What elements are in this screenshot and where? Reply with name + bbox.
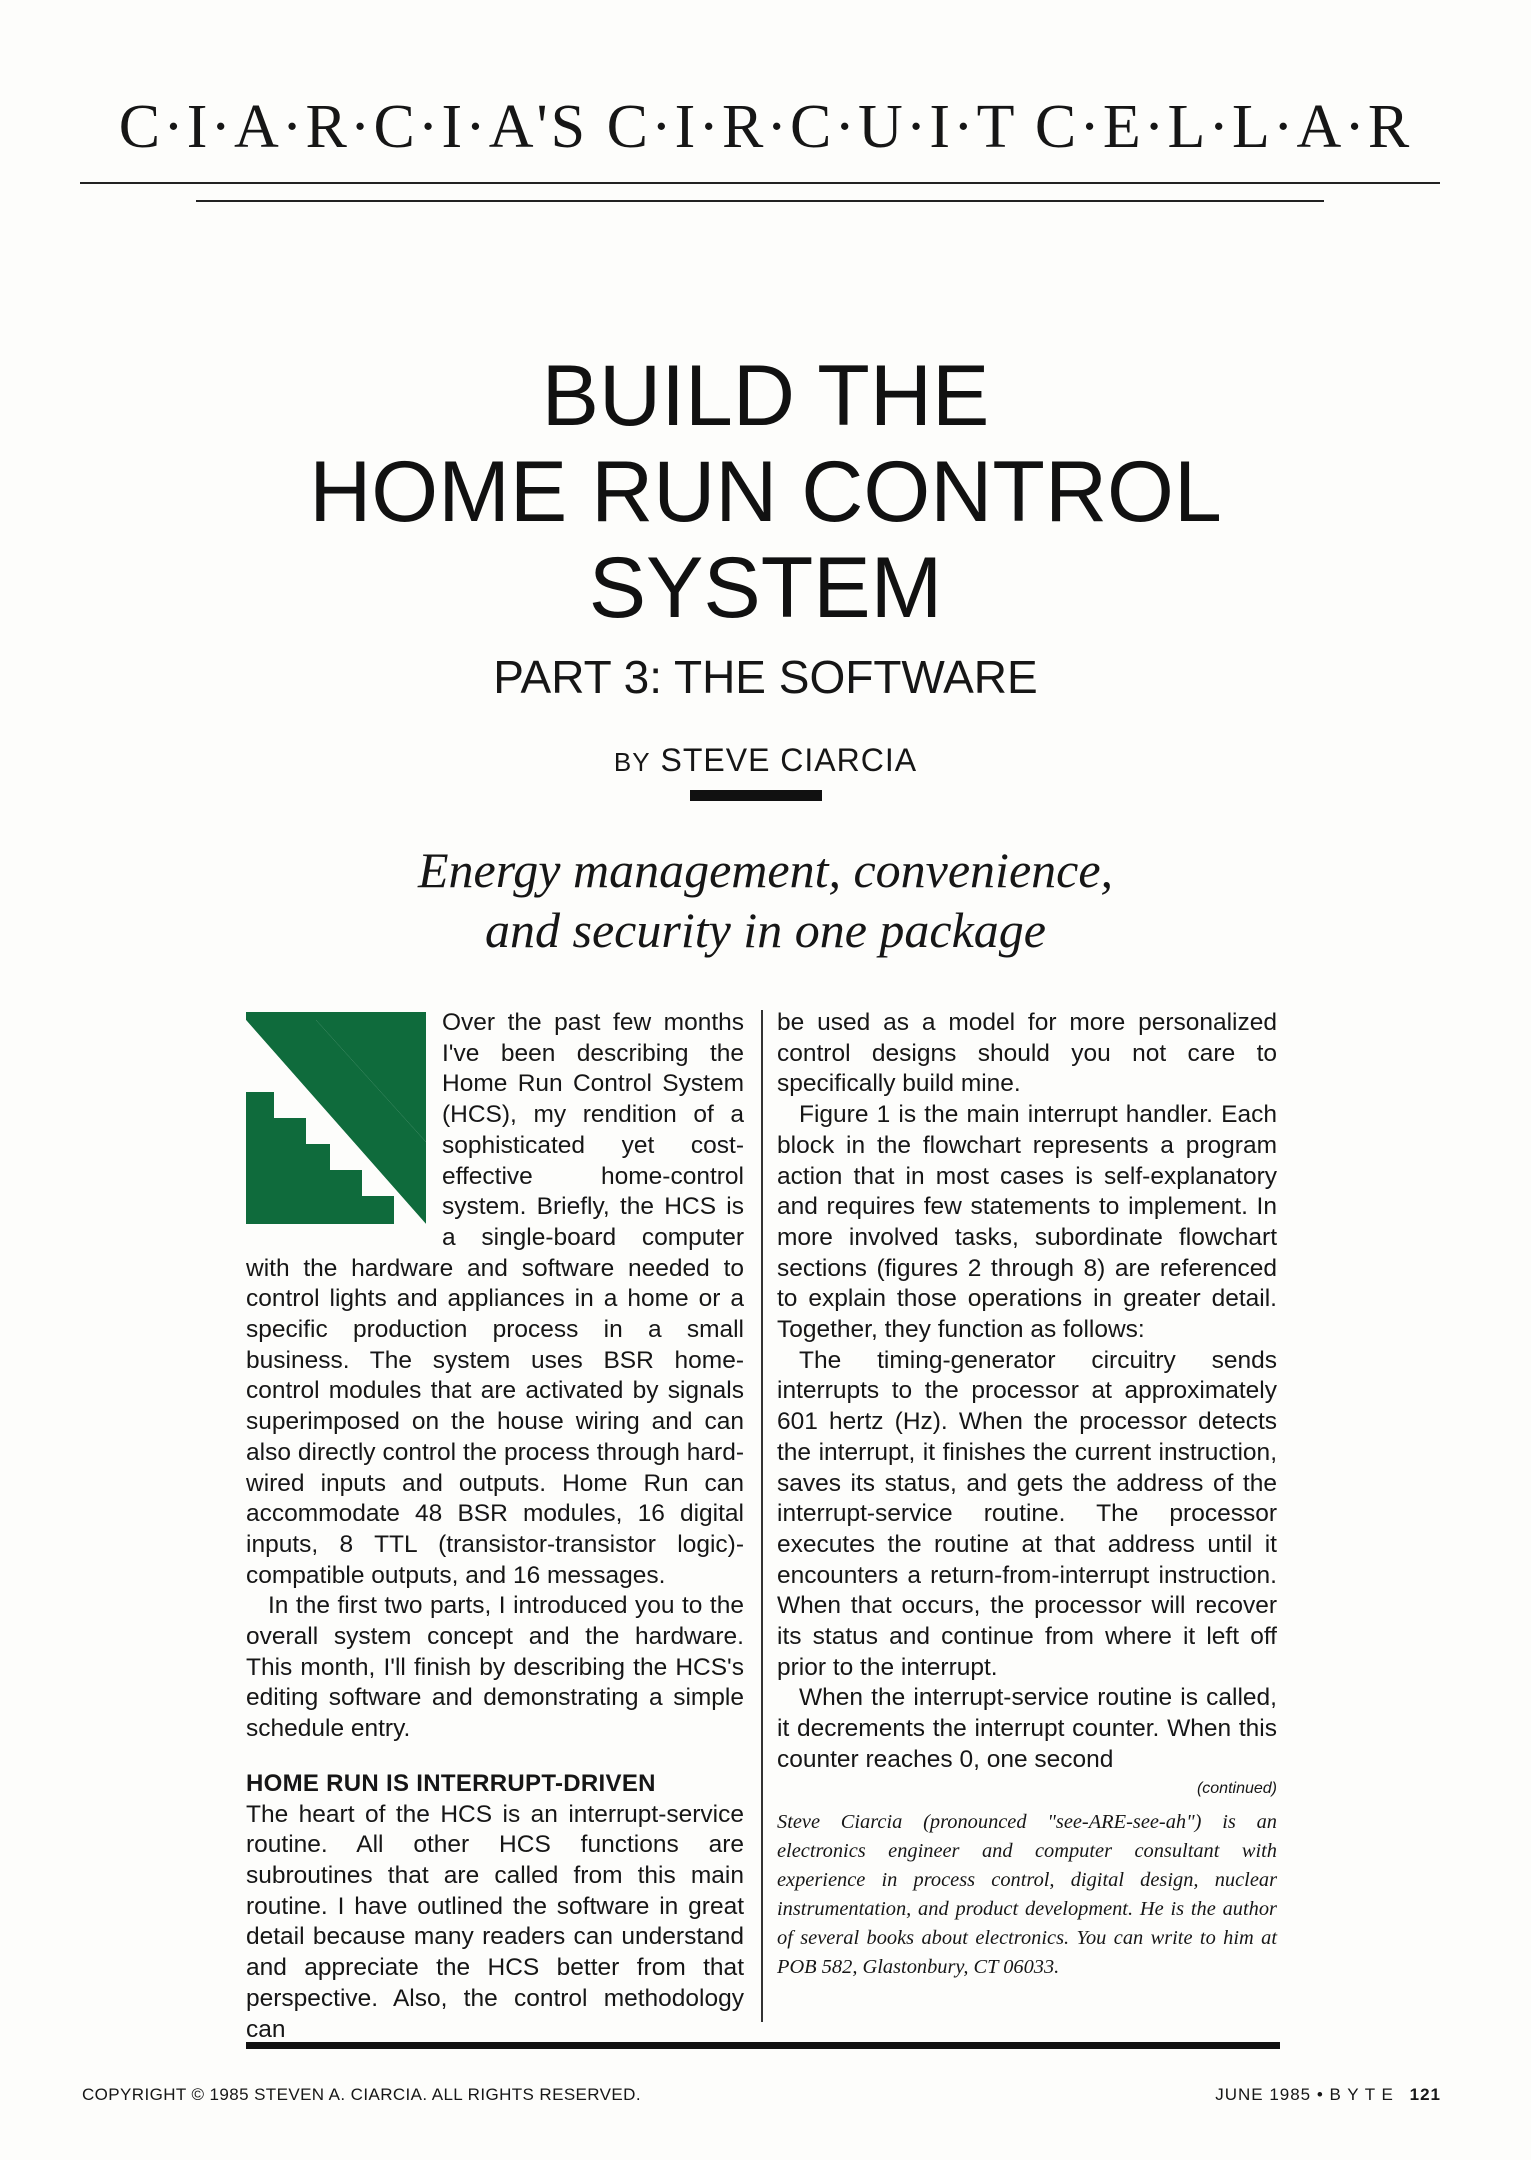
right-paragraph-2: Figure 1 is the main interrupt handler. Each block in the flowchart represents a program action that in most cases is self-explanatory and requires few statements to implement. In more involved tasks, subordinate flowchart sections (figures 2 through 8) are referenced to explain those operations in greater detail. Together, they function as follows: — [777, 1101, 1277, 1344]
bottom-rule — [246, 2042, 1280, 2049]
section-header-title: C·I·A·R·C·I·A'S C·I·R·C·U·I·T C·E·L·L·A·R — [118, 93, 1413, 161]
byline — [0, 742, 1531, 779]
page-footer — [1215, 2085, 1441, 2105]
right-paragraph-1: be used as a model for more personalized control designs should you not care to specifically build mine. — [777, 1009, 1277, 1098]
article-title-line-3: SYSTEM — [588, 540, 943, 636]
right-column — [777, 1008, 1277, 1982]
article-title-line-2: HOME RUN CONTROL — [309, 444, 1222, 540]
deck-line-2: and security in one package — [485, 902, 1046, 958]
column-divider — [761, 1010, 763, 2022]
left-paragraph-3: The heart of the HCS is an interrupt-service routine. All other HCS functions are subroutines that are called from this main routine. I have outlined the software in great detail because many readers can understand and appreciate the HCS better from that perspective. Also, the control methodology can — [246, 1800, 744, 2043]
issue-label: JUNE 1985 • B Y T E — [1215, 2085, 1394, 2104]
left-column — [246, 1008, 744, 2045]
header-rule — [80, 182, 1440, 184]
left-paragraph-2: In the first two parts, I introduced you to the overall system concept and the hardware. This month, I'll finish by describing the HCS's editing software and demonstrating a simple schedule entry. — [246, 1592, 744, 1743]
byline-by: BY — [613, 747, 651, 777]
right-paragraph-4: When the interrupt-service routine is called, it decrements the interrupt counter. When this counter reaches 0, one second — [777, 1684, 1277, 1773]
circuit-cellar-logo-icon — [246, 1012, 426, 1224]
author-bio: Steve Ciarcia (pronounced "see-ARE-see-ah") is an electronics engineer and computer consultant with experience in process control, digital design, nuclear instrumentation, and product development. He is the author of several books about electronics. You can write to him at POB 582, Glastonbury, CT 06033. — [777, 1810, 1277, 1978]
article-subtitle: PART 3: THE SOFTWARE — [493, 651, 1038, 703]
copyright-notice: COPYRIGHT © 1985 STEVEN A. CIARCIA. ALL RIGHTS RESERVED. — [82, 2085, 641, 2104]
page-number: 121 — [1409, 2085, 1441, 2104]
deck-line-1: Energy management, convenience, — [417, 842, 1114, 898]
right-paragraph-3: The timing-generator circuitry sends interrupts to the processor at approximately 601 hertz (Hz). When the processor detects the interrupt, it finishes the current instruction, saves its status, and gets the address of the interrupt-service routine. The processor executes the routine at that address until it encounters a return-from-interrupt instruction. When that occurs, the processor will recover its status and continue from where it left off prior to the interrupt. — [777, 1346, 1277, 1681]
article-deck — [0, 840, 1531, 960]
byline-bar — [690, 790, 822, 801]
section-heading: HOME RUN IS INTERRUPT-DRIVEN — [246, 1769, 656, 1797]
continued-label: (continued) — [1196, 1779, 1277, 1797]
article-title-line-1: BUILD THE — [541, 348, 990, 444]
byline-author: STEVE CIARCIA — [660, 742, 918, 778]
article-title — [0, 348, 1531, 636]
left-paragraph-1: Over the past few months I've been describing the Home Run Control System (HCS), my rendition of a sophisticated yet cost-effective home-control system. Briefly, the HCS is a single-board computer with the hardware and software needed to control lights and appliances in a home or a specific production process in a small business. The system uses BSR home-control modules that are activated by signals superimposed on the house wiring and can also directly control the process through hard-wired inputs and outputs. Home Run can accommodate 48 BSR modules, 16 digital inputs, 8 TTL (transistor-transistor logic)-compatible outputs, and 16 messages. — [246, 1009, 744, 1589]
header-rule-inner — [196, 200, 1324, 202]
